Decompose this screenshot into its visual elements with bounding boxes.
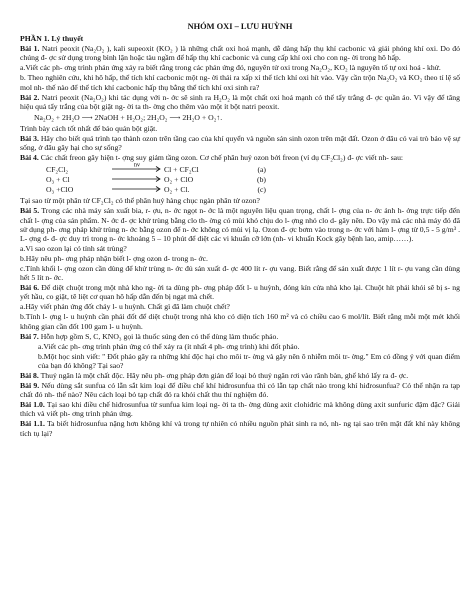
exercise-paragraph [20, 206, 460, 242]
exercise-text: a.Hãy viết phản ứng đốt cháy l- u huỳnh. Chất gì đã làm chuột chết? [20, 302, 230, 312]
exercise-text: c.Tính khối l- ợng ozon cần dùng để khử trùng n- ớc đủ sản xuất đ- ợc 400 lít r- ợu vang. Biết rằng để sản xuất được 1 lít r- ợu vang cần dùng hết 5 lít n- ớc. [20, 263, 460, 283]
exercise-paragraph [20, 244, 460, 253]
exercise-text: a.Viết các ph- ơng trình phản ứng có thể xảy ra (ít nhất 4 ph- ơng trình) khi đốt pháo. [38, 341, 300, 351]
reaction-rhs: Cl + CF₂Cl [164, 164, 199, 174]
exercise-text: Natri peoxit (Na₂O₂ ), kali supeoxit (KO₂ ) là những chất oxi hoá mạnh, dễ dàng hấp thụ khí cacbonic và giải phóng khí oxi. Do đó chúng đ- ợc sử dụng trong bình lặn hoặc tàu ngầm để hấp thụ khí cacbonic và cung cấp khí oxi cho con ng- ời trong hô hấp. [20, 44, 460, 63]
exercise-text: Ta biết hiđrosunfua nặng hơn không khí và trong tự nhiên có nhiều nguồn phát sinh ra nó, nh- ng tại sao trên mặt đất khí này không tích tụ lại? [20, 419, 460, 438]
document-title: NHÓM OXI – LƯU HUỲNH [187, 22, 293, 31]
exercise-label: Bài 2. [20, 92, 40, 102]
exercise-text: Trong các nhà máy sản xuất bia, r- ợu, n- ớc ngọt n- ớc là một nguyên liệu quan trọng, chất l- ợng của n- ớc ảnh h- ởng trực tiếp đến chất l- ợng của sản phẩm. N- ớc đ- ợc khử trùng bằng clo th- ờng có mùi khó chịu do l- ợng nhỏ clo d- gây nên. Do vậy mà các nhà máy đó đã sử dụng ph- ơng pháp khử trùng n- ớc bằng ozon để n- ớc không có mùi vị lạ. Ozon đ- ợc bơm vào trong n- ớc với hàm l- ợng từ 0,5 - 5 g/m³ . L- ợng d- đ- ợc duy trì trong n- ớc khoảng 5 – 10 phút để diệt các vi khuẩn cỡ lớn (nh- vi khuẩn Kock gây bệnh lao, amip……). [20, 206, 461, 243]
reaction-lhs: O₃ + Cl [46, 174, 70, 184]
exercise-paragraph [20, 381, 460, 399]
exercise-paragraph [20, 134, 460, 152]
reaction-tag: (c) [257, 184, 266, 194]
exercise-label: Bài 1. [20, 44, 40, 54]
exercise-text: Các chất freon gây hiện t- ợng suy giảm tầng ozon. Cơ chế phân huỷ ozon bởi freon (ví dụ CF₂Cl₂) đ- ợc viết nh- sau: [38, 153, 404, 163]
exercise-label: Bài 7. [20, 331, 39, 341]
exercise-paragraph [20, 371, 460, 380]
exercise-text: b. Theo nghiên cứu, khi hô hấp, thể tích khí cacbonic một ng- ời thải ra xấp xỉ thể tích khí oxi hít vào. Vậy cần trộn Na₂O₂ và KO₂ theo tỉ lệ số mol nh- thế nào để thể tích khí cacbonic hấp thụ bằng thể tích khí oxi sinh ra? [20, 73, 460, 92]
exercise-paragraph [20, 153, 460, 162]
exercise-label: Bài 8. [20, 371, 39, 380]
reaction-tag: (b) [257, 174, 266, 184]
reaction-arrow [110, 183, 164, 195]
exercise-paragraph [20, 352, 460, 370]
exercise-text: Thuỷ ngân là một chất độc. Hãy nêu ph- ơng pháp đơn giản để loại bỏ thuỷ ngân rơi vào rãnh bàn, ghế khó lấy ra đ- ợc. [38, 371, 409, 380]
exercise-label: Bài 1.0. [20, 400, 45, 410]
section-1 [20, 44, 460, 111]
reaction-rhs: O₂ + Cl. [164, 184, 190, 194]
exercise-text: b.Một học sinh viết: " Đốt pháo gây ra những khí độc hại cho môi tr- ờng và gây nên ô nhiễm môi tr- ờng." Em có đồng ý với quan điểm của bạn đó không? Tại sao? [38, 351, 460, 370]
exercise-paragraph [20, 332, 460, 341]
exercise-paragraph [20, 342, 460, 351]
part-heading: PHẦN 1. Lý thuyết [20, 34, 84, 44]
exercise-label: Bài 9. [20, 381, 40, 391]
reaction-tag: (a) [257, 164, 266, 174]
reaction-condition: hv [134, 163, 140, 169]
exercise-text: a.Vì sao ozon lại có tính sát trùng? [20, 243, 127, 253]
exercise-label: Bài 5. [20, 206, 40, 216]
exercise-paragraph [20, 124, 460, 133]
exercise-paragraph [20, 93, 460, 111]
section-2 [20, 124, 460, 162]
exercise-label: Bài 4. [20, 153, 39, 163]
section-3 [20, 196, 460, 437]
exercise-paragraph [20, 283, 460, 301]
exercise-label: Bài 6. [20, 283, 40, 293]
exercise-paragraph [20, 254, 460, 263]
reaction-lhs: CF₂Cl₂ [46, 164, 69, 174]
exercise-text: Tại sao khi điều chế hiđrosunfua từ sunfua kim loại ng- ời ta th- ờng dùng axit clohiđric mà không dùng axit sunfuric đậm đặc? Giải thích và viết ph- ơng trình phản ứng. [20, 400, 460, 419]
exercise-label: Bài 1.1. [20, 419, 45, 429]
exercise-paragraph [20, 196, 460, 205]
exercise-paragraph [20, 302, 460, 311]
exercise-paragraph [20, 63, 460, 72]
exercise-paragraph [20, 400, 460, 418]
arrow-icon [110, 173, 164, 183]
reaction-rhs: O₂ + ClO [164, 174, 194, 184]
exercise-text: Tại sao từ một phân tử CF₂Cl₂ có thể phân huỷ hàng chục ngàn phân tử ozon? [20, 196, 260, 206]
exercise-text: Hãy cho biết quá trình tạo thành ozon trên tầng cao của khí quyển và nguồn sản sinh ozon trên mặt đất. Ozon ở đâu có vai trò bảo vệ sự sống, ở đâu gây hại cho sự sống? [20, 134, 461, 153]
exercise-paragraph [20, 312, 460, 330]
exercise-paragraph [20, 73, 460, 91]
exercise-text: Để diệt chuột trong một nhà kho ng- ời ta dùng ph- ơng pháp đốt l- u huỳnh, đóng kín cửa nhà kho lại. Chuột hít phải khói sẽ bị s- ng yết hầu, co giật, tê liệt cơ quan hô hấp dẫn đến bị ngạt mà chết. [20, 283, 460, 302]
exercise-text: a.Viết các ph- ơng trình phản ứng xảy ra biết rằng trong các phản ứng đó, nguyên tử oxi trong Na₂O₂, KO₂ là nguyên tố tự oxi hoá - khử. [20, 63, 441, 73]
equation-line: Na₂O₂ + 2H₂O ⟶ 2NaOH + H₂O₂; 2H₂O₂ ⟶ 2H₂O + O₂↑. [34, 112, 223, 122]
exercise-text: Nếu dùng sắt sunfua có lẫn sắt kim loại để điều chế khí hiđrosunfua thì có lẫn tạp chất nào trong khí hiđrosunfua? Có thể nhận ra tạp chất đó nh- thế nào? Nêu cách loại bỏ tạp chất đó ra khỏi chất thu thí nghiệm đó. [20, 381, 460, 400]
exercise-text: b.Hãy nêu ph- ơng pháp nhận biết l- ợng ozon d- trong n- ớc. [20, 253, 208, 263]
arrow-icon [110, 183, 164, 193]
reaction-lhs: O₃ +ClO [46, 184, 74, 194]
reaction-list [46, 164, 266, 194]
exercise-text: Natri peoxit (Na₂O₂) khi tác dụng với n- ớc sẽ sinh ra H₂O₂ là một chất oxi hoá mạnh có thể tẩy trắng đ- ợc quần áo. Vì vậy để tăng hiệu quả tẩy trắng của bột giặt ng- ời ta th- ờng cho thêm vào một ít bột natri peoxit. [20, 92, 460, 111]
reaction-row [46, 184, 266, 194]
exercise-paragraph [20, 419, 460, 437]
arrow-icon [110, 163, 164, 173]
exercise-label: Bài 3. [20, 134, 39, 144]
exercise-text: b.Tính l- ợng l- u huỳnh cần phải đốt để diệt chuột trong nhà kho có diện tích 160 m² và có chiều cao 6 mol/lít. Biết rằng mỗi một mét khối không gian cần đốt 100 gam l- u huỳnh. [20, 312, 460, 331]
exercise-paragraph [20, 264, 460, 282]
exercise-paragraph [20, 44, 460, 62]
exercise-text: Trình bày cách tốt nhất để bảo quản bột giặt. [20, 123, 158, 133]
exercise-text: Hỗn hợp gồm S, C, KNO₃ gọi là thuốc súng đen có thể dùng làm thuốc pháo. [38, 331, 279, 341]
